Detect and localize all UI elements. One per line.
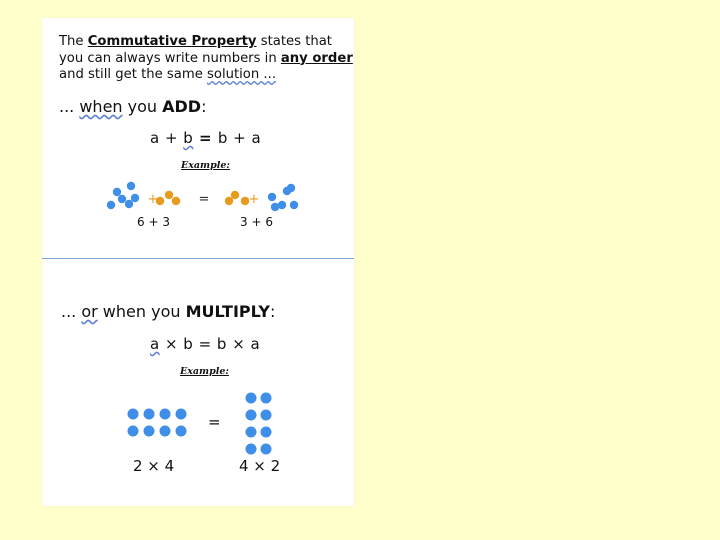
plus-sign: + — [147, 192, 159, 207]
term-any-order: any order — [280, 50, 353, 66]
blue-dot — [261, 444, 272, 455]
blue-dot — [176, 409, 187, 420]
equation-text: b + a — [217, 129, 262, 147]
heading-text: : — [269, 302, 276, 321]
add-example-label: Example: — [181, 160, 230, 171]
term-commutative-property: Commutative Property — [87, 34, 257, 49]
blue-dot — [128, 426, 139, 437]
blue-dot — [261, 410, 272, 421]
blue-dot — [246, 444, 257, 455]
equation-equals: = — [193, 129, 218, 147]
add-left-caption: 6 + 3 — [137, 215, 170, 229]
heading-text: or — [81, 302, 98, 321]
heading-text: when you — [97, 302, 186, 321]
blue-dot — [261, 427, 272, 438]
blue-dot — [246, 410, 257, 421]
blue-dot — [128, 409, 139, 420]
multiplication-dot-illustration — [42, 18, 354, 506]
blue-dot — [144, 426, 155, 437]
equation-text: × b = b × a — [159, 335, 261, 353]
equation-text: a — [150, 335, 160, 353]
blue-dot — [144, 409, 155, 420]
heading-keyword: ADD — [162, 97, 202, 116]
equation-text: a + — [150, 129, 184, 147]
equals-sign: = — [198, 192, 210, 207]
multiply-left-caption: 2 × 4 — [133, 457, 175, 475]
plus-sign: + — [248, 192, 260, 207]
multiply-right-caption: 4 × 2 — [239, 457, 281, 475]
intro-text: and still get the same — [59, 67, 208, 82]
add-right-caption: 3 + 6 — [240, 215, 273, 229]
term-solution: solution ... — [207, 67, 277, 82]
blue-dot — [246, 427, 257, 438]
blue-dot — [261, 393, 272, 404]
equation-text: b — [183, 129, 194, 147]
intro-text: The — [59, 34, 88, 49]
heading-keyword: MULTIPLY — [185, 302, 270, 321]
blue-dot — [160, 409, 171, 420]
blue-dot — [176, 426, 187, 437]
heading-text: : — [201, 97, 207, 116]
heading-text: when — [79, 97, 123, 116]
intro-text: you can always write numbers in — [59, 50, 281, 66]
blue-dot — [246, 393, 257, 404]
multiply-equals-sign: = — [208, 413, 221, 431]
heading-text: ... — [61, 302, 82, 321]
blue-dot — [160, 426, 171, 437]
worksheet-panel — [42, 18, 354, 506]
heading-text: you — [122, 97, 163, 116]
multiply-example-label: Example: — [180, 366, 229, 377]
heading-text: ... — [59, 97, 80, 116]
intro-text: states that — [256, 34, 332, 49]
